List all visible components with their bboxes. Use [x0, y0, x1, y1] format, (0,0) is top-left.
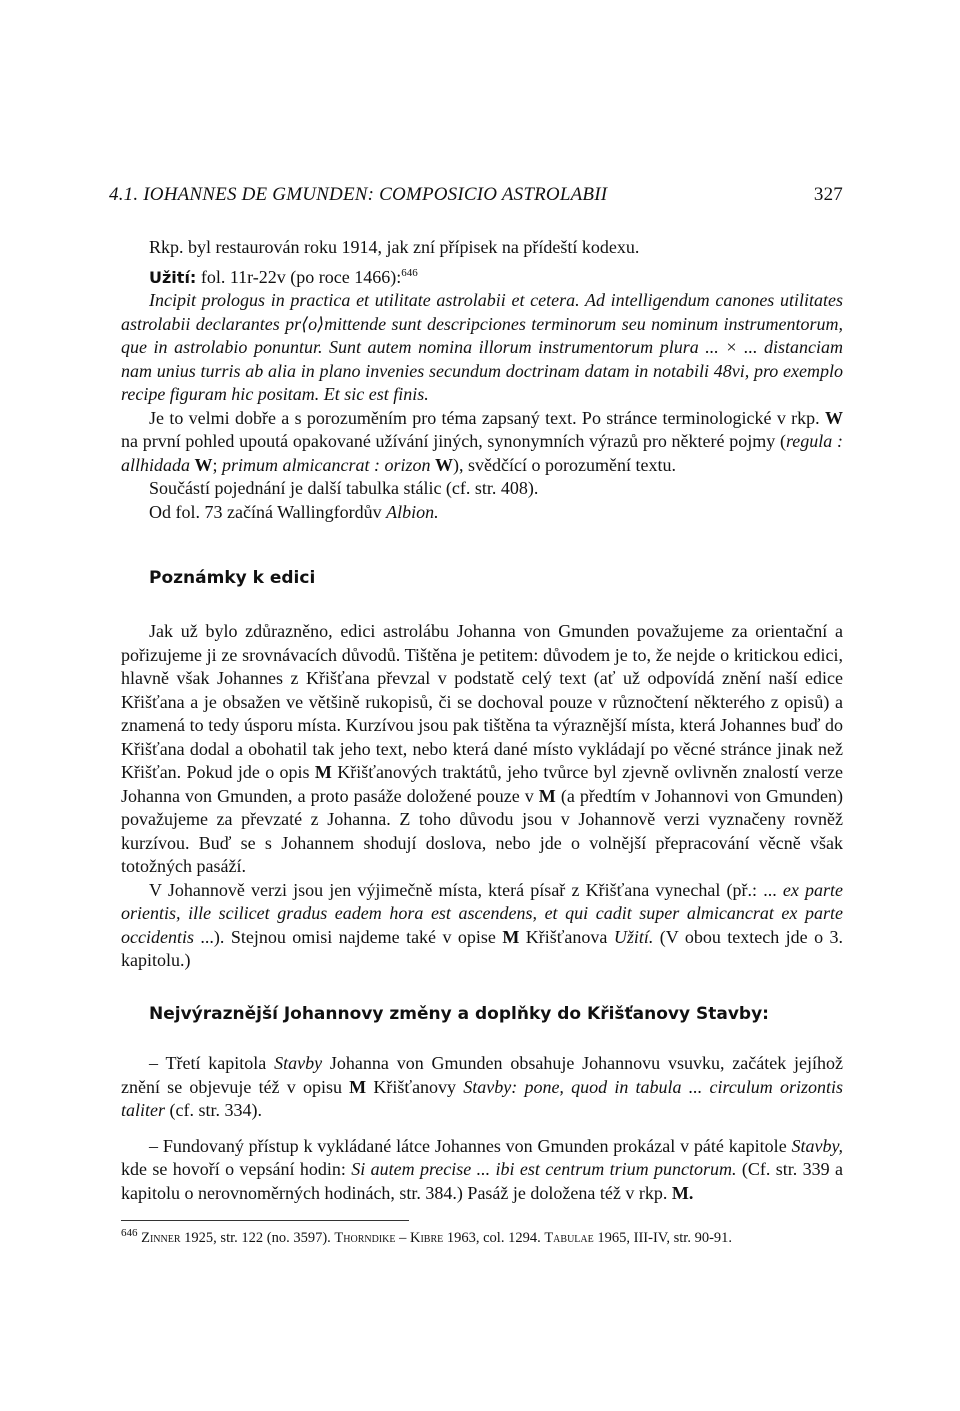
- running-header: [109, 184, 843, 208]
- siglum-w: W: [435, 454, 454, 475]
- star-table-note: Součástí pojednání je další tabulka stálic (cf. str. 408).: [149, 478, 539, 498]
- siglum-m: M: [538, 785, 556, 806]
- siglum-m: M: [502, 926, 520, 947]
- commentary-text: na první pohled upoutá opakované užívání jiných, synonymních výrazů pro některé pojmy (: [121, 431, 786, 451]
- page-number: 327: [813, 184, 843, 205]
- usage-label: Užití:: [149, 267, 197, 287]
- latin-quote: Si autem precise ... ibi est centrum trium punctorum.: [351, 1159, 737, 1179]
- edition-notes: [121, 620, 843, 973]
- term-italic: regula : allhidada: [121, 431, 843, 475]
- paragraph-text: Křišťanova: [525, 926, 608, 947]
- author-name: Thorndike – Kibre: [334, 1230, 444, 1246]
- item-text: (cf. str. 334).: [169, 1100, 262, 1120]
- item-text: – Třetí kapitola: [149, 1053, 267, 1073]
- change-item-1: [121, 1052, 843, 1123]
- citation-text: 1925, str. 122 (no. 3597).: [184, 1230, 331, 1246]
- work-title: Stavby: [274, 1053, 323, 1073]
- siglum-w: W: [194, 454, 213, 475]
- paragraph-text: V Johannově verzi jsou jen výjimečně místa, která písař z Křišťana vynechal (př.: ...: [149, 879, 777, 900]
- changes-list: [121, 1052, 843, 1205]
- edition-paragraph: [121, 620, 843, 879]
- restoration-note: Rkp. byl restaurován roku 1914, jak zní přípisek na přídeští kodexu.: [149, 237, 640, 257]
- usage-text: fol. 11r-22v (po roce 1466):: [200, 266, 402, 287]
- footnote-number: 646: [121, 1227, 138, 1240]
- commentary-text: ), svědčící o porozumění textu.: [453, 454, 676, 475]
- footnote-ref: 646: [401, 266, 418, 279]
- usage-line: [121, 266, 843, 290]
- separator: ;: [212, 454, 223, 475]
- paragraph-text: Křišťanových traktátů, jeho tvůrce byl zjevně ovlivněn znalostí verze Johanna von Gmunden, a proto pasáže doložené pouze v: [121, 762, 843, 806]
- work-title: Albion.: [386, 501, 439, 522]
- paragraph-text: (V obou textech jde o 3. kapitolu.): [121, 926, 843, 970]
- paragraph-text: (a předtím v Johannovi von Gmunden) považujeme za převzaté z Johanna. Z toho důvodu jsou v Johannově verzi vyznačeny rovněž kurzívou. Buď se s Johannem shodují doslova, nebo jde o volnější přepracování věcně však totožných pasáží.: [121, 785, 844, 876]
- commentary-paragraph: [121, 407, 843, 478]
- siglum-m: M: [314, 762, 332, 782]
- omission-paragraph: [121, 879, 843, 973]
- commentary-text: Je to velmi dobře a s porozuměním pro téma zapsaný text. Po stránce terminologické v rkp.: [149, 407, 820, 428]
- paragraph-text: ...). Stejnou omisi najdeme také v opise: [200, 926, 496, 947]
- author-name: Zinner: [141, 1230, 181, 1246]
- change-item-2: [121, 1135, 843, 1206]
- item-text: kde se hovoří o vepsání hodin:: [121, 1159, 346, 1179]
- footnote-646: [121, 1228, 843, 1248]
- citation-text: 1963, col. 1294.: [446, 1230, 541, 1246]
- albion-note: [121, 501, 843, 525]
- manuscript-description: [121, 236, 843, 524]
- running-title: 4.1. IOHANNES DE GMUNDEN: COMPOSICIO ASTROLABII: [109, 184, 608, 205]
- item-text: Křišťanovy: [373, 1076, 457, 1097]
- work-title: Stavby,: [791, 1135, 844, 1156]
- item-text: – Fundovaný přístup k vykládané látce Johannes von Gmunden prokázal v páté kapitole: [149, 1135, 787, 1156]
- term-italic: primum almicancrat : orizon: [222, 454, 431, 475]
- latin-quote: ex parte orientis, ille scilicet gradus eadem hora est ascendens, et qui cadit super almicancrat ex parte occidentis: [121, 879, 843, 947]
- latin-quote: Stavby: pone, quod in tabula ... circulum orizontis taliter: [121, 1076, 843, 1120]
- siglum-m: M.: [671, 1182, 694, 1203]
- section-heading-edition-notes: Poznámky k edici: [149, 568, 316, 588]
- siglum-w: W: [825, 407, 843, 428]
- latin-incipit: Incipit prologus in practica et utilitate astrolabii et cetera. Ad intelligendum canones utilitates astrolabii declarantes pr⟨o⟩mittende sunt descripciones terminorum seu nominum instrumentorum, que in astrolabio ponuntur. Sunt autem nomina illorum instrumentorum plura ... × ... distanciam nam unius turris ab alia in plano invenies secundum doctrinam datam in notabili 48vi, pro exemplo recipe figuram hic positam. Et sic est finis.: [121, 290, 843, 404]
- author-name: Tabulae: [544, 1230, 594, 1246]
- paragraph-text: Jak už bylo zdůrazněno, edici astrolábu Johanna von Gmunden považujeme za orientační a pořizujeme ji ze srovnávacích důvodů. Tištěna je petitem: důvodem je to, že nejde o kritickou edici, hlavně však Johannes z Křišťana převzal v podstatě celý text (ať už odpovídá znění naší edice Křišťana a je obsažen ve většině rukopisů, či se dochoval pouze v různočtení některého z opisů) a znamená to tedy úsporu místa. Kurzívou jsou pak tištěna ta výraznější místa, která Johannes buď do Křišťana dodal a obohatil tak jeho text, nebo která dané místo vykládají po věcné stránce jinak než Křišťan. Pokud jde o opis: [121, 621, 843, 782]
- item-text: (Cf. str. 339 a kapitolu o nerovnoměrných hodinách, str. 384.) Pasáž je doložena též v rkp.: [121, 1159, 843, 1203]
- item-text: Johanna von Gmunden obsahuje Johannovu vsuvku, začátek jejíhož znění se objevuje též v opisu: [121, 1053, 844, 1097]
- citation-text: 1965, III-IV, str. 90-91.: [597, 1230, 733, 1246]
- siglum-m: M: [349, 1076, 367, 1097]
- section-heading-changes: Nejvýraznější Johannovy změny a doplňky do Křišťanovy Stavby:: [149, 1004, 769, 1024]
- work-title: Užití.: [613, 926, 654, 947]
- commentary-text: Od fol. 73 začíná Wallingfordův: [149, 501, 382, 522]
- footnote-divider: [121, 1220, 409, 1221]
